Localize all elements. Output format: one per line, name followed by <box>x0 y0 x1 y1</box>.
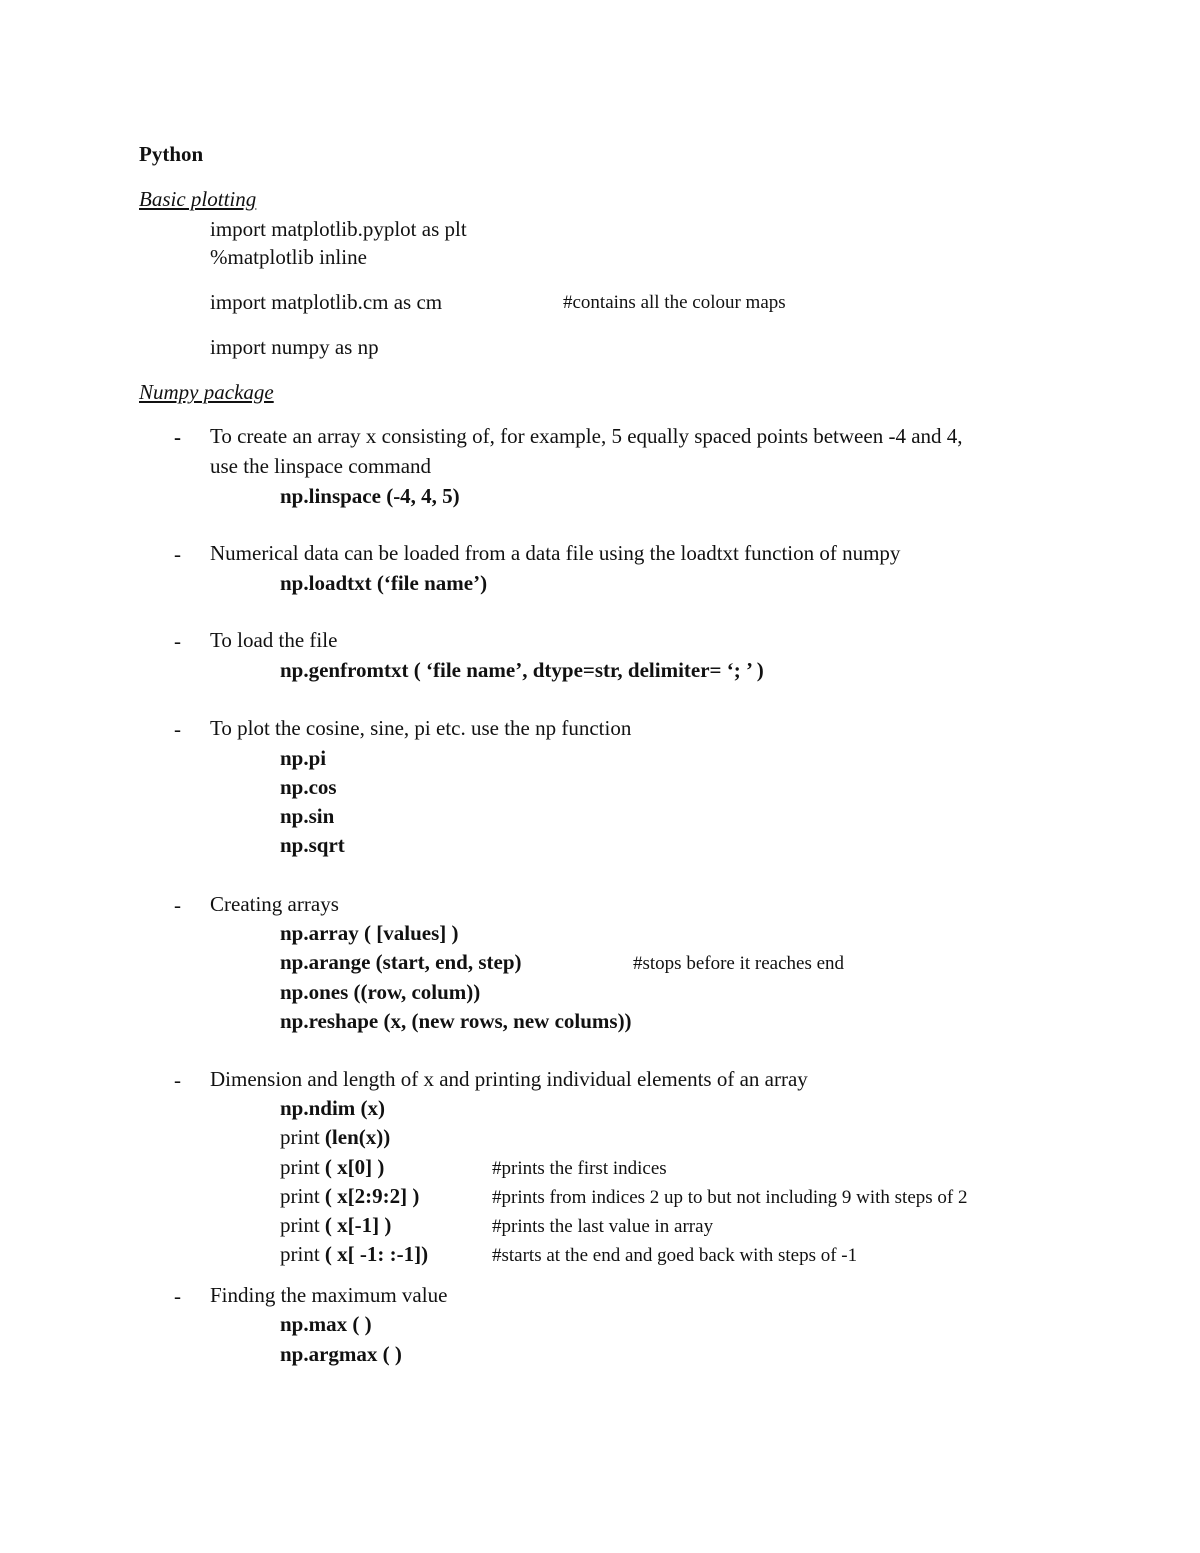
code-line: import matplotlib.pyplot as plt <box>210 217 467 241</box>
print-arg: ( x[2:9:2] ) <box>324 1184 420 1208</box>
code-line: %matplotlib inline <box>210 245 367 269</box>
print-arg: (len(x)) <box>324 1125 391 1149</box>
code-line: np.ndim (x) <box>280 1096 386 1120</box>
section-heading-numpy-package: Numpy package <box>139 380 274 404</box>
code-line: np.sin <box>280 804 335 828</box>
code-line: np.argmax ( ) <box>280 1342 402 1366</box>
code-line: np.array ( [values] ) <box>280 921 459 945</box>
bullet-marker: - <box>174 1284 181 1308</box>
print-arg: ( x[0] ) <box>324 1155 385 1179</box>
bullet-marker: - <box>174 717 181 741</box>
print-line <box>280 1242 428 1266</box>
bullet-text: To plot the cosine, sine, pi etc. use the np function <box>210 716 632 740</box>
code-line: import numpy as np <box>210 335 379 359</box>
bullet-marker: - <box>174 629 181 653</box>
code-comment: #contains all the colour maps <box>563 292 786 313</box>
code-line: np.max ( ) <box>280 1312 372 1336</box>
print-line <box>280 1184 419 1208</box>
code-line: np.loadtxt (‘file name’) <box>280 571 488 595</box>
code-comment: #prints the last value in array <box>492 1216 714 1237</box>
print-arg: ( x[ -1: :-1]) <box>324 1242 429 1266</box>
bullet-marker: - <box>174 542 181 566</box>
print-keyword: print <box>280 1213 325 1237</box>
code-line: np.ones ((row, colum)) <box>280 980 481 1004</box>
print-keyword: print <box>280 1184 325 1208</box>
bullet-text: Creating arrays <box>210 892 339 916</box>
code-line: np.genfromtxt ( ‘file name’, dtype=str, delimiter= ‘; ’ ) <box>280 658 764 682</box>
code-comment: #stops before it reaches end <box>633 953 845 974</box>
print-line <box>280 1213 391 1237</box>
code-comment: #prints from indices 2 up to but not including 9 with steps of 2 <box>492 1187 968 1208</box>
code-line: np.linspace (-4, 4, 5) <box>280 484 460 508</box>
code-line: np.arange (start, end, step) <box>280 950 522 974</box>
code-line: np.cos <box>280 775 337 799</box>
bullet-text: To create an array x consisting of, for example, 5 equally spaced points between -4 and 4, <box>210 424 963 448</box>
print-line <box>280 1155 384 1179</box>
print-line <box>280 1125 390 1149</box>
bullet-text: Numerical data can be loaded from a data file using the loadtxt function of numpy <box>210 541 901 565</box>
code-line: np.reshape (x, (new rows, new colums)) <box>280 1009 632 1033</box>
bullet-text: Finding the maximum value <box>210 1283 448 1307</box>
code-comment: #prints the first indices <box>492 1158 667 1179</box>
code-line: np.sqrt <box>280 833 345 857</box>
bullet-text: use the linspace command <box>210 454 432 478</box>
print-keyword: print <box>280 1242 325 1266</box>
bullet-marker: - <box>174 1068 181 1092</box>
section-heading-basic-plotting: Basic plotting <box>139 187 257 211</box>
print-keyword: print <box>280 1155 325 1179</box>
bullet-text: Dimension and length of x and printing individual elements of an array <box>210 1067 808 1091</box>
code-line: np.pi <box>280 746 327 770</box>
page-title: Python <box>139 142 204 166</box>
bullet-marker: - <box>174 425 181 449</box>
print-arg: ( x[-1] ) <box>324 1213 392 1237</box>
bullet-text: To load the file <box>210 628 338 652</box>
bullet-marker: - <box>174 893 181 917</box>
code-comment: #starts at the end and goed back with steps of -1 <box>492 1245 858 1266</box>
code-line: import matplotlib.cm as cm <box>210 290 443 314</box>
print-keyword: print <box>280 1125 325 1149</box>
